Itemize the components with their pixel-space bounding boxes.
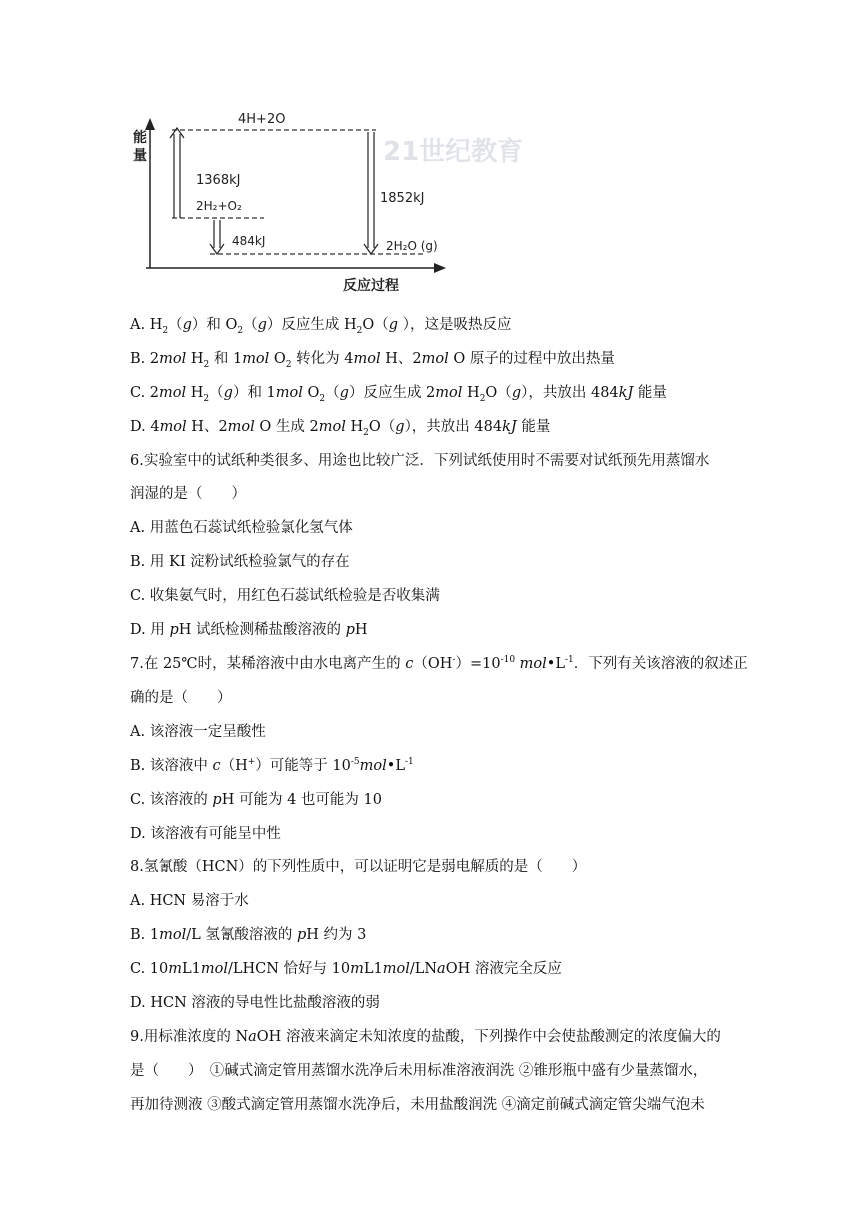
- text-line: A. 该溶液一定呈酸性: [130, 724, 266, 740]
- text-line: B. 该溶液中 c（H+）可能等于 $10^{-5}mol•L^{-1}$: [130, 757, 414, 774]
- text-line: 润湿的是（ ）: [130, 486, 246, 502]
- watermark: 21世纪教育: [383, 137, 524, 167]
- text-line: C. 2mol $H_2(g)$和 1mol $O_2(g)$反应生成 2mol $H_2O(g)$，共放出 484kJ 能量: [130, 385, 667, 404]
- text-line: B. 用 KI 淀粉试纸检验氯气的存在: [130, 554, 350, 570]
- text-line: C. 收集氨气时，用红色石蕊试纸检验是否收集满: [130, 588, 440, 604]
- text-line: 7.在 25℃时，某稀溶液中由水电离产生的 $c(OH^-)=10^{-10}$ $mol•L^{-1}$．下列有关该溶液的叙述正: [130, 655, 748, 672]
- x-axis-label: 反应过程: [343, 278, 399, 294]
- text-line: C. 10mL1mol/LHCN 恰好与 10mL1mol/LNaOH 溶液完全反应: [130, 961, 562, 977]
- text-line: 6.实验室中的试纸种类很多、用途也比较广泛．下列试纸使用时不需要对试纸预先用蒸馏水: [130, 453, 710, 469]
- text-line: 是（ ） ①碱式滴定管用蒸馏水洗净后未用标准溶液润洗 ②锥形瓶中盛有少量蒸馏水，: [130, 1063, 708, 1079]
- text-line: D. 该溶液有可能呈中性: [130, 826, 281, 842]
- text-line: 确的是（ ）: [130, 690, 232, 706]
- text-line: D. 4mol H、2mol O 生成 2mol $H_2O(g)$，共放出 484kJ 能量: [130, 419, 551, 438]
- text-line: 再加待测液 ③酸式滴定管用蒸馏水洗净后，未用盐酸润洗 ④滴定前碱式滴定管尖端气泡未: [130, 1097, 705, 1113]
- arrow-right-label: 1852kJ: [380, 191, 425, 206]
- arrow-up-label: 1368kJ: [196, 173, 241, 188]
- top-level-label: 4H+2O: [238, 112, 286, 127]
- text-line: D. 用 pH 试纸检测稀盐酸溶液的 pH: [130, 622, 368, 638]
- text-line: 9.用标准浓度的 NaOH 溶液来滴定未知浓度的盐酸，下列操作中会使盐酸测定的浓度偏大的: [130, 1029, 721, 1045]
- text-line: B. 2mol $H_2$ 和 1mol $O_2$ 转化为 4mol H、2mol O 原子的过程中放出热量: [130, 351, 615, 370]
- energy-level-diagram: [128, 100, 524, 300]
- mid-level-label: 2H₂+O₂: [196, 199, 242, 213]
- text-line: C. 该溶液的 pH 可能为 4 也可能为 10: [130, 792, 382, 808]
- y-axis-label: 能 量: [133, 130, 147, 164]
- text-line: A. HCN 易溶于水: [130, 893, 249, 909]
- text-line: A. 用蓝色石蕊试纸检验氯化氢气体: [130, 520, 353, 536]
- bottom-level-label: 2H₂O (g): [386, 239, 438, 253]
- text-line: 8.氢氰酸（HCN）的下列性质中，可以证明它是弱电解质的是（ ）: [130, 859, 587, 875]
- arrow-down-label: 484kJ: [232, 234, 266, 248]
- text-line: B. 1mol/L 氢氰酸溶液的 pH 约为 3: [130, 927, 367, 943]
- text-line: A. $H_2(g)$和 $O_2(g)$反应生成 $H_2O(g$ ），这是吸热反应: [130, 317, 512, 336]
- text-line: D. HCN 溶液的导电性比盐酸溶液的弱: [130, 995, 380, 1011]
